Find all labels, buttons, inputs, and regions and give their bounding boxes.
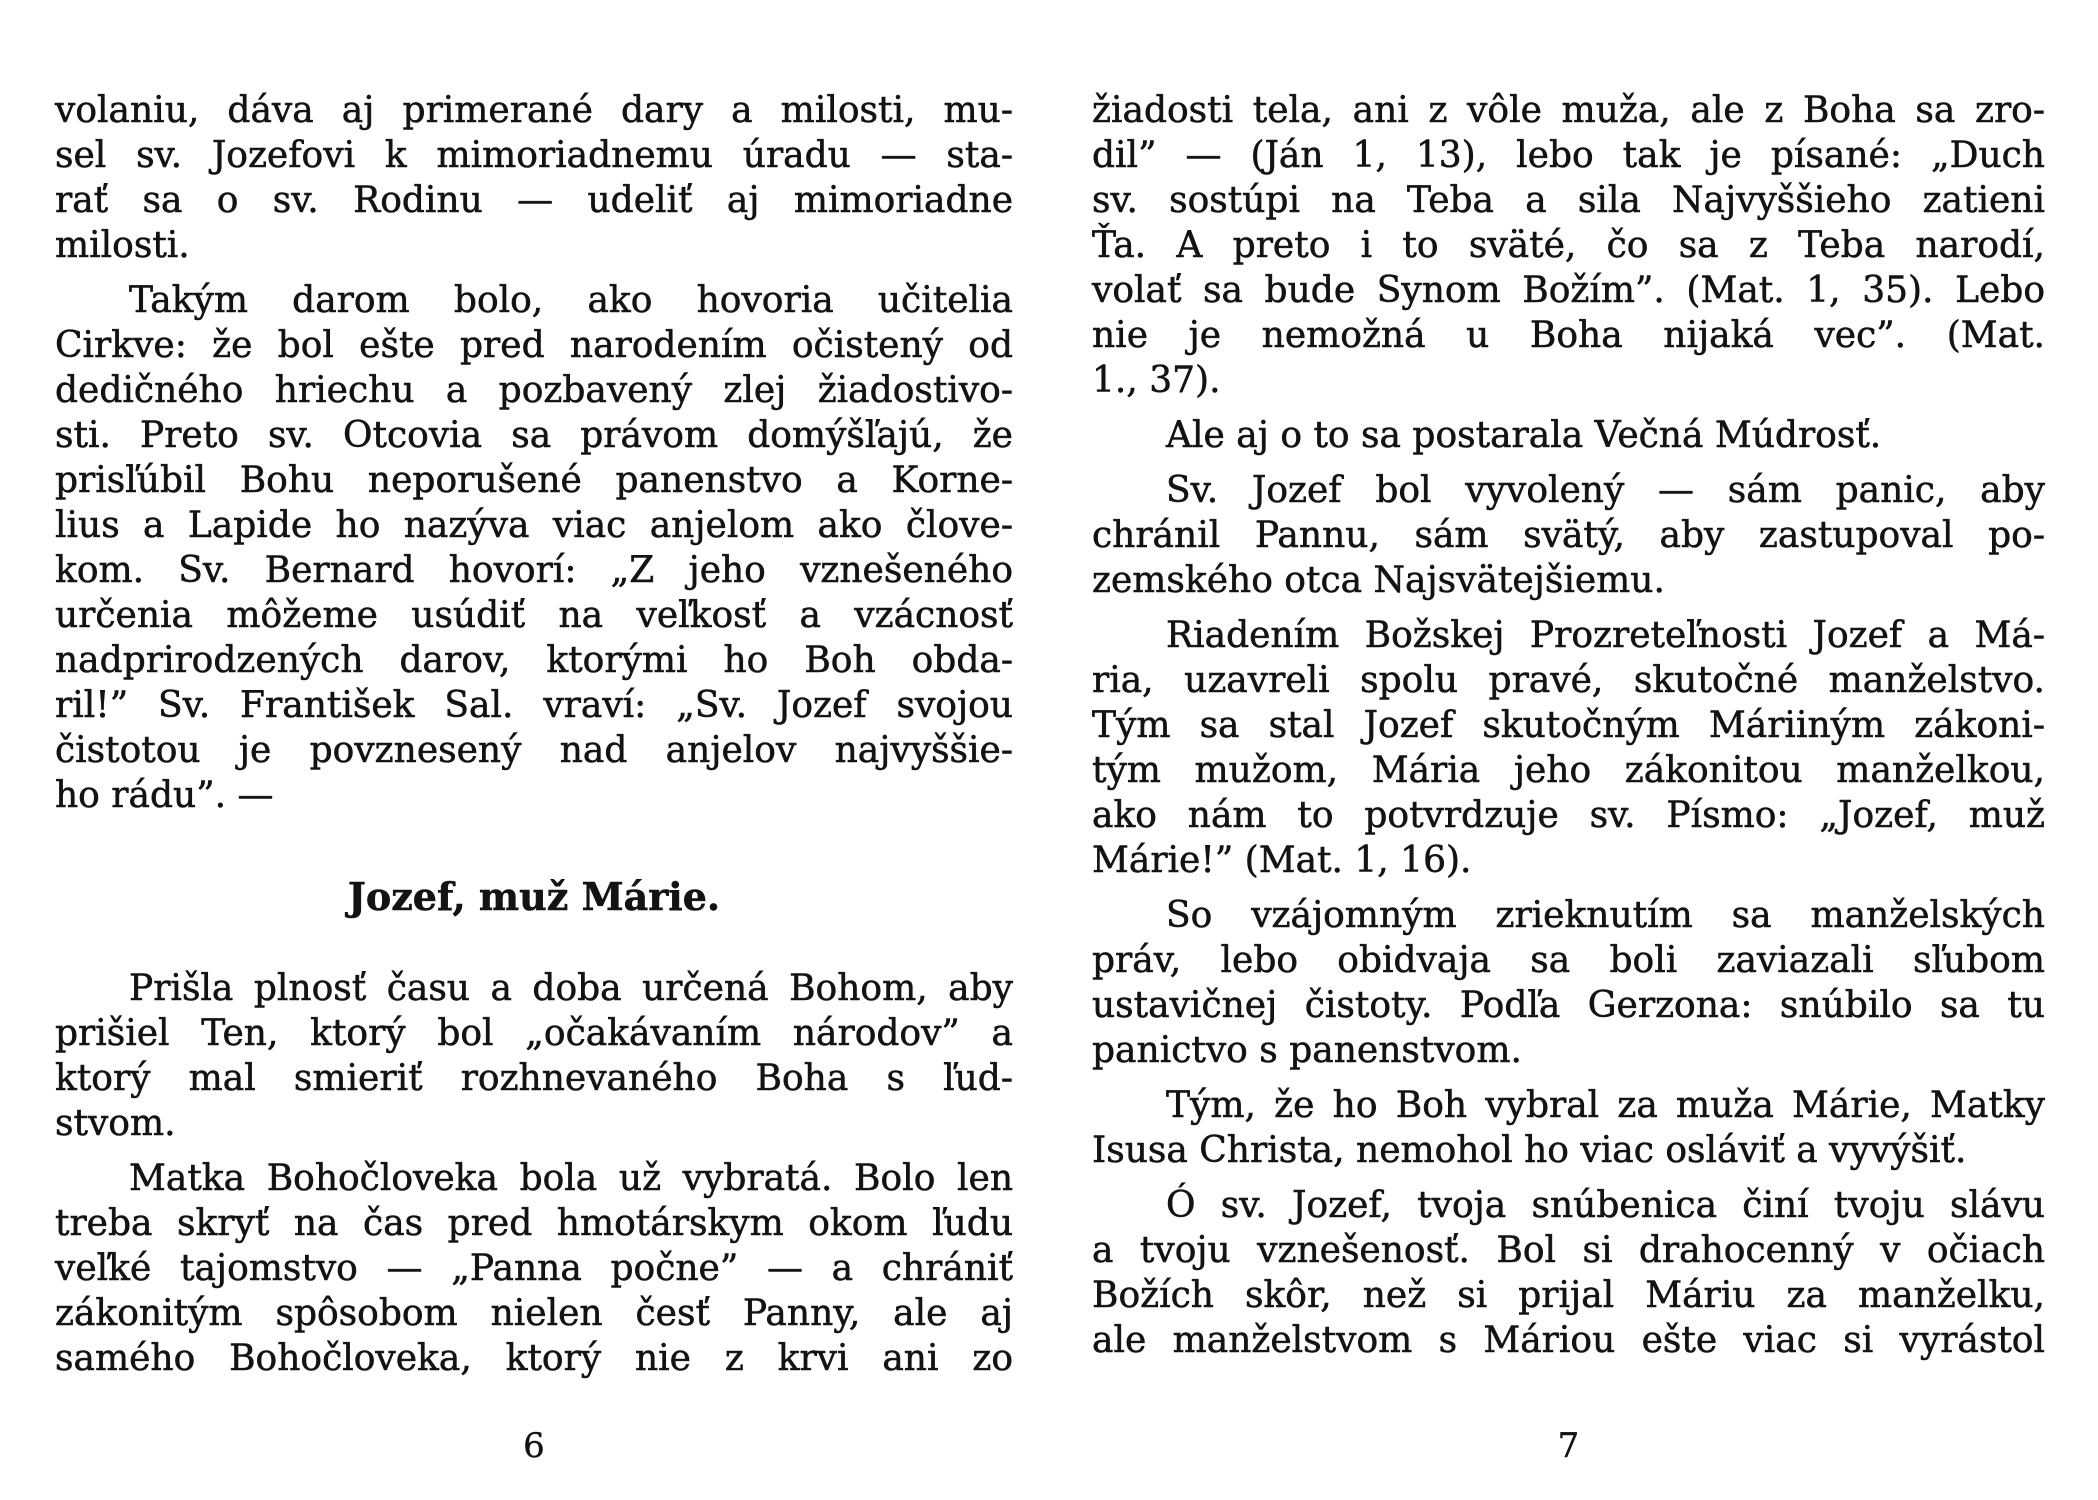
paragraph (1092, 1083, 2045, 1173)
text-line: volaniu, dáva aj primerané dary a milosti, mu- (55, 90, 1013, 131)
text-line: Takým darom bolo, ako hovoria učitelia (129, 280, 1013, 321)
text-line: prišiel Ten, ktorý bol „očakávaním národov” a (55, 1013, 1013, 1054)
text-line: tým mužom, Mária jeho zákonitou manželkou, (1092, 750, 2045, 791)
text-line: 1., 37). (1092, 360, 1221, 401)
text-line: dil” — (Ján 1, 13), lebo tak je písané: „Duch (1092, 135, 2045, 176)
text-line: práv, lebo obidvaja sa boli zaviazali sľubom (1092, 940, 2045, 981)
text-line: samého Bohočloveka, ktorý nie z krvi ani zo (55, 1338, 1013, 1379)
paragraph (55, 966, 1013, 1146)
text-line: ale manželstvom s Máriou ešte viac si vyrástol (1092, 1320, 2045, 1361)
text-line: rať sa o sv. Rodinu — udeliť aj mimoriadne (55, 180, 1013, 221)
text-line: volať sa bude Synom Božím”. (Mat. 1, 35). Lebo (1092, 270, 2045, 311)
page-right (1092, 88, 2045, 1373)
text-line: zákonitým spôsobom nielen česť Panny, ale aj (55, 1293, 1013, 1334)
text-line: ustavičnej čistoty. Podľa Gerzona: snúbilo sa tu (1092, 985, 2045, 1026)
text-line: stvom. (55, 1103, 176, 1144)
text-line: ho rádu”. — (55, 775, 274, 816)
text-line: veľké tajomstvo — „Panna počne” — a chrániť (55, 1248, 1013, 1289)
text-line: dedičného hriechu a pozbavený zlej žiadostivo- (55, 370, 1013, 411)
paragraph (1092, 413, 2045, 458)
page-left (55, 88, 1013, 1391)
text-line: Ó sv. Jozef, tvoja snúbenica činí tvoju slávu (1166, 1185, 2045, 1226)
text-line: určenia môžeme usúdiť na veľkosť a vzácnosť (55, 595, 1013, 636)
paragraph (1092, 893, 2045, 1073)
text-line: panictvo s panenstvom. (1092, 1030, 1522, 1071)
paragraph (1092, 88, 2045, 403)
text-line: prisľúbil Bohu neporušené panenstvo a Korne- (55, 460, 1013, 501)
text-line: nadprirodzených darov, ktorými ho Boh obda- (55, 640, 1013, 681)
text-line: Ťa. A preto i to sväté, čo sa z Teba narodí, (1092, 225, 2045, 266)
text-line: ako nám to potvrdzuje sv. Písmo: „Jozef, muž (1092, 795, 2045, 836)
paragraph (55, 88, 1013, 268)
text-line: So vzájomným zrieknutím sa manželských (1166, 895, 2045, 936)
text-line: sti. Preto sv. Otcovia sa právom domýšľajú, že (55, 415, 1013, 456)
text-line: milosti. (55, 225, 190, 266)
paragraph (1092, 1183, 2045, 1363)
text-line: treba skryť na čas pred hmotárskym okom ľudu (55, 1203, 1013, 1244)
text-line: a tvoju vznešenosť. Bol si drahocenný v očiach (1092, 1230, 2045, 1271)
text-line: kom. Sv. Bernard hovorí: „Z jeho vznešeného (55, 550, 1013, 591)
paragraph (55, 1156, 1013, 1381)
text-line: sv. sostúpi na Teba a sila Najvyššieho zatieni (1092, 180, 2045, 221)
text-line: Tým sa stal Jozef skutočným Máriiným zákoni- (1092, 705, 2045, 746)
text-line: Sv. Jozef bol vyvolený — sám panic, aby (1166, 470, 2045, 511)
text-line: ria, uzavreli spolu pravé, skutočné manželstvo. (1092, 660, 2045, 701)
paragraph (1092, 613, 2045, 883)
paragraph (1092, 468, 2045, 603)
text-line: nie je nemožná u Boha nijaká vec”. (Mat. (1092, 315, 2045, 356)
text-line: sel sv. Jozefovi k mimoriadnemu úradu — sta- (55, 135, 1013, 176)
text-line: Tým, že ho Boh vybral za muža Márie, Matky (1166, 1085, 2045, 1126)
text-line: ktorý mal smieriť rozhnevaného Boha s ľud- (55, 1058, 1013, 1099)
text-line: žiadosti tela, ani z vôle muža, ale z Boha sa zro- (1092, 90, 2045, 131)
text-line: Ale aj o to sa postarala Večná Múdrosť. (1166, 415, 1882, 456)
text-line: Matka Bohočloveka bola už vybratá. Bolo len (129, 1158, 1013, 1199)
section-heading: Jozef, muž Márie. (347, 874, 721, 919)
text-line: Márie!” (Mat. 1, 16). (1092, 840, 1472, 881)
text-line: ril!” Sv. František Sal. vraví: „Sv. Jozef svojou (55, 685, 1013, 726)
text-line: Riadením Božskej Prozreteľnosti Jozef a Má- (1166, 615, 2045, 656)
page-number-left: 6 (523, 1426, 545, 1466)
text-line: Isusa Christa, nemohol ho viac osláviť a vyvýšiť. (1092, 1130, 1967, 1171)
text-line: zemského otca Najsvätejšiemu. (1092, 560, 1665, 601)
text-line: chránil Pannu, sám svätý, aby zastupoval po- (1092, 515, 2045, 556)
text-line: čistotou je povznesený nad anjelov najvyššie- (55, 730, 1013, 771)
page-number-right: 7 (1557, 1426, 1580, 1466)
text-line: Cirkve: že bol ešte pred narodením očistený od (55, 325, 1013, 366)
paragraph (55, 278, 1013, 818)
text-line: Božích skôr, než si prijal Máriu za manželku, (1092, 1275, 2045, 1316)
text-line: lius a Lapide ho nazýva viac anjelom ako člove- (55, 505, 1013, 546)
text-line: Prišla plnosť času a doba určená Bohom, aby (129, 968, 1013, 1009)
